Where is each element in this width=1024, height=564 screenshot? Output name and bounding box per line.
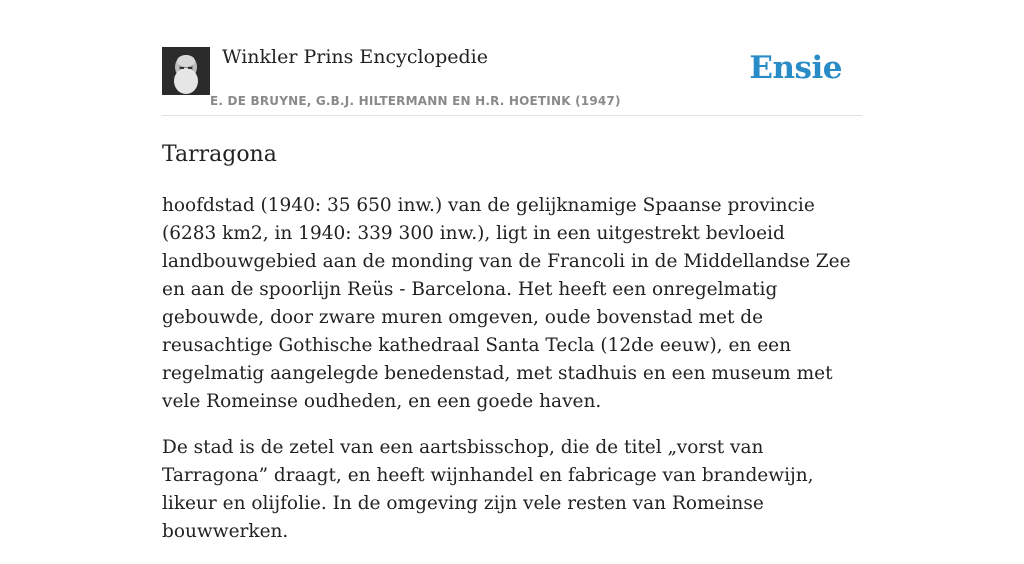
source-authors: E. DE BRUYNE, G.B.J. HILTERMANN EN H.R. HOETINK (1947): [210, 94, 621, 108]
article: [162, 138, 862, 564]
article-paragraph: hoofdstad (1940: 35 650 inw.) van de gelijknamige Spaanse provincie (6283 km2, in 1940: 339 300 inw.), ligt in een uitgestrekt bevloeid landbouwgebied aan de monding van de Francoli in de Middellandse Zee en aan de spoorlijn Reüs - Barcelona. Het heeft een onregelmatig gebouwde, door zware muren omgeven, oude bovenstad met de reusachtige Gothische kathedraal Santa Tecla (12de eeuw), en een regelmatig aangelegde benedenstad, met stadhuis en een museum met vele Romeinse oudheden, en een goede haven.: [162, 195, 851, 412]
author-avatar-icon[interactable]: [162, 47, 210, 95]
source-title[interactable]: Winkler Prins Encyclopedie: [222, 46, 488, 68]
portrait-icon: [162, 47, 210, 95]
source-header: [162, 0, 862, 116]
article-paragraph: De stad is de zetel van een aartsbisschop, die de titel „vorst van Tarragona” draagt, en heeft wijnhandel en fabricage van brandewijn, likeur en olijfolie. In de omgeving zijn vele resten van Romeinse bouwwerken.: [162, 437, 814, 542]
brand-logo[interactable]: Ensie: [749, 50, 842, 86]
article-title: Tarragona: [162, 142, 277, 167]
